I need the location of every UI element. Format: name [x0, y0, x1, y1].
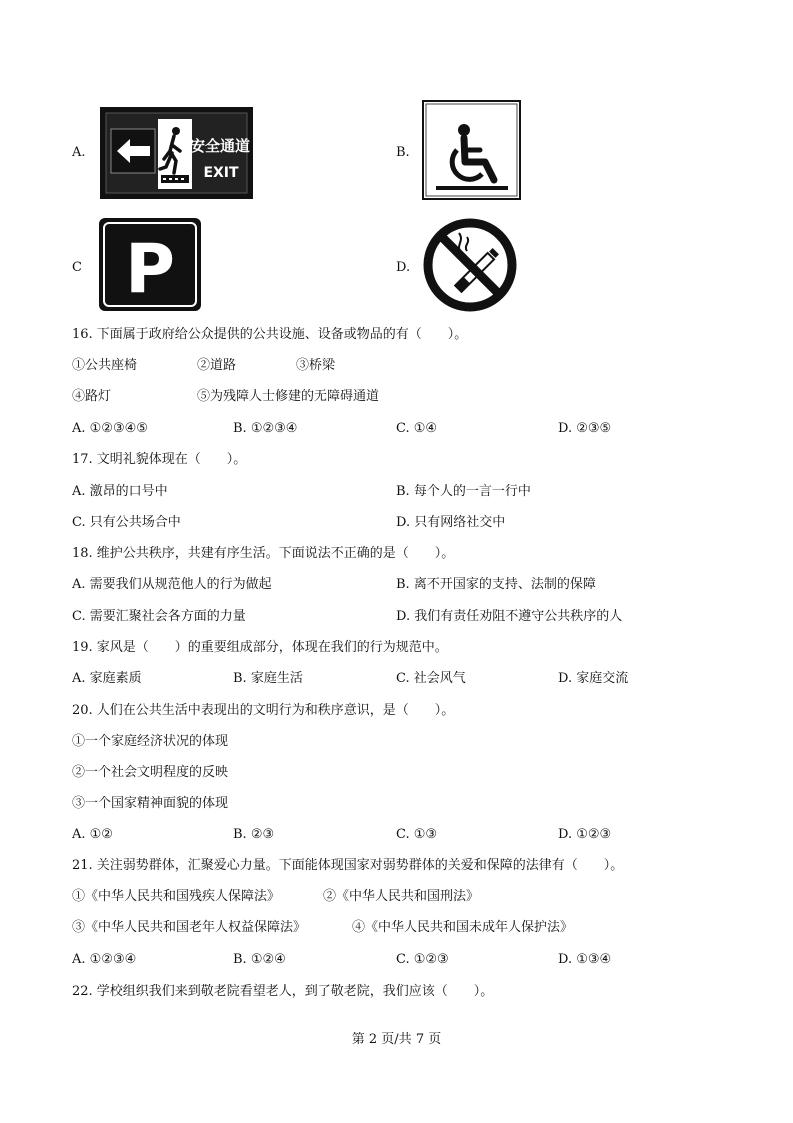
q16-option-d[interactable]: D. ②③⑤	[558, 421, 612, 436]
q18-option-d[interactable]: D. 我们有责任劝阻不遵守公共秩序的人	[396, 609, 623, 624]
q16-item-4: ④路灯	[72, 389, 112, 404]
option-a-label: A.	[72, 145, 86, 160]
q21-option-d[interactable]: D. ①③④	[558, 952, 612, 967]
page-footer: 第 2 页/共 7 页	[351, 1032, 442, 1047]
question-21-stem: 21. 关注弱势群体，汇聚爱心力量。下面能体现国家对弱势群体的关爱和保障的法律有（ ）。	[72, 858, 624, 873]
q20-option-b[interactable]: B. ②③	[233, 827, 275, 842]
q19-option-c[interactable]: C. 社会风气	[396, 671, 466, 686]
q17-option-a[interactable]: A. 激昂的口号中	[72, 484, 168, 499]
question-22-stem: 22. 学校组织我们来到敬老院看望老人，到了敬老院，我们应该（ ）。	[72, 984, 494, 999]
q20-item-3: ③一个国家精神面貌的体现	[72, 796, 229, 811]
q21-option-b[interactable]: B. ①②④	[233, 952, 286, 967]
parking-icon	[99, 218, 201, 311]
q19-option-a[interactable]: A. 家庭素质	[72, 671, 142, 686]
no-smoking-icon	[421, 217, 519, 313]
question-20-stem: 20. 人们在公共生活中表现出的文明行为和秩序意识，是（ ）。	[72, 703, 455, 718]
q19-option-d[interactable]: D. 家庭交流	[558, 671, 629, 686]
question-16-stem: 16. 下面属于政府给公众提供的公共设施、设备或物品的有（ ）。	[72, 327, 468, 342]
option-d-label: D.	[396, 260, 411, 275]
q21-item-3: ③《中华人民共和国老年人权益保障法》	[72, 920, 307, 935]
q18-option-b[interactable]: B. 离不开国家的支持、法制的保障	[396, 577, 596, 592]
q21-item-2: ②《中华人民共和国刑法》	[323, 889, 480, 904]
question-18-stem: 18. 维护公共秩序，共建有序生活。下面说法不正确的是（ ）。	[72, 546, 455, 561]
q16-item-3: ③桥梁	[296, 358, 336, 373]
q16-option-c[interactable]: C. ①④	[396, 421, 438, 436]
q21-item-4: ④《中华人民共和国未成年人保护法》	[352, 920, 574, 935]
q16-option-b[interactable]: B. ①②③④	[233, 421, 298, 436]
exit-sign-english: EXIT	[203, 165, 239, 181]
q21-item-1: ①《中华人民共和国残疾人保障法》	[72, 889, 281, 904]
q17-option-c[interactable]: C. 只有公共场合中	[72, 515, 181, 530]
option-c-label: C	[72, 260, 82, 275]
exit-sign-chinese: 安全通道	[189, 137, 251, 155]
q16-item-5: ⑤为残障人士修建的无障碍通道	[197, 389, 380, 404]
wheelchair-icon	[422, 100, 521, 200]
q17-option-b[interactable]: B. 每个人的一言一行中	[396, 484, 531, 499]
q17-option-d[interactable]: D. 只有网络社交中	[396, 515, 506, 530]
question-17-stem: 17. 文明礼貌体现在（ ）。	[72, 452, 247, 467]
q18-option-a[interactable]: A. 需要我们从规范他人的行为做起	[72, 577, 272, 592]
parking-letter: P	[125, 230, 175, 309]
q21-option-c[interactable]: C. ①②③	[396, 952, 449, 967]
q20-item-2: ②一个社会文明程度的反映	[72, 765, 229, 780]
option-b-label: B.	[396, 145, 410, 160]
q16-item-1: ①公共座椅	[72, 358, 138, 373]
q18-option-c[interactable]: C. 需要汇聚社会各方面的力量	[72, 609, 246, 624]
q21-option-a[interactable]: A. ①②③④	[72, 952, 137, 967]
q16-item-2: ②道路	[197, 358, 237, 373]
q20-option-a[interactable]: A. ①②	[72, 827, 113, 842]
q19-option-b[interactable]: B. 家庭生活	[233, 671, 303, 686]
q20-option-d[interactable]: D. ①②③	[558, 827, 612, 842]
q20-item-1: ①一个家庭经济状况的体现	[72, 734, 229, 749]
q16-option-a[interactable]: A. ①②③④⑤	[72, 421, 148, 436]
question-19-stem: 19. 家风是（ ）的重要组成部分，体现在我们的行为规范中。	[72, 640, 448, 655]
safety-exit-sign-icon	[100, 107, 253, 199]
q20-option-c[interactable]: C. ①③	[396, 827, 438, 842]
